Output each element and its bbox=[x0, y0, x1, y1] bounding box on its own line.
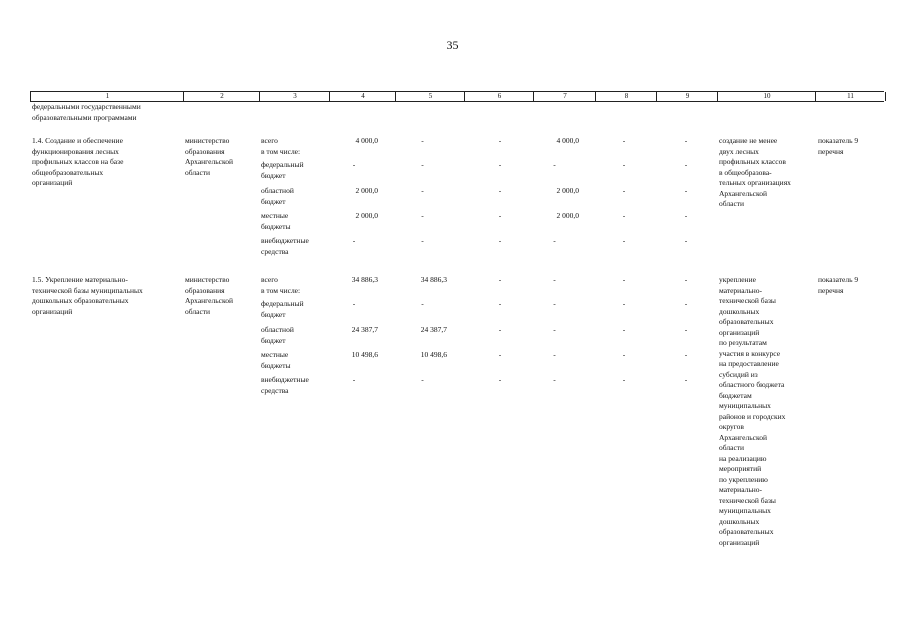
amount-cell-c6: - bbox=[498, 325, 502, 334]
expected-result-line: образовательных bbox=[719, 317, 774, 326]
funding-source-label-line: областной bbox=[261, 186, 294, 195]
amount-cell-c5: 24 387,7 bbox=[420, 325, 447, 334]
funding-source-label-line: бюджет bbox=[261, 335, 286, 345]
activity-title-line: дошкольных образовательных bbox=[32, 296, 129, 305]
activity-title bbox=[32, 136, 182, 189]
continuation-text-line: образовательными программами bbox=[32, 112, 137, 122]
amount-cell-c5: 10 498,6 bbox=[420, 350, 447, 359]
amount-cell-c4: 24 387,7 bbox=[351, 325, 378, 334]
amount-cell-c8: - bbox=[622, 160, 626, 169]
expected-result-line: укрепление bbox=[719, 275, 756, 284]
amount-cell-c9: - bbox=[684, 299, 688, 308]
funding-source-label-line: местные bbox=[261, 211, 289, 220]
header-cell-6: 6 bbox=[464, 92, 534, 101]
indicator-cell-line: перечня bbox=[818, 285, 844, 295]
amount-cell-c4: 2 000,0 bbox=[355, 211, 378, 220]
expected-result-line: материально- bbox=[719, 485, 763, 494]
funding-source-label bbox=[261, 299, 329, 320]
expected-result-line: технической базы bbox=[719, 495, 776, 505]
expected-result-line: округов bbox=[719, 422, 744, 431]
amount-cell-c9: - bbox=[684, 186, 688, 195]
amount-cell-c4: - bbox=[352, 299, 356, 308]
funding-source-label-line: бюджеты bbox=[261, 360, 291, 370]
executor-cell-line: министерство bbox=[185, 136, 230, 145]
expected-result-line: профильных классов bbox=[719, 157, 786, 166]
funding-source-label-line: всего bbox=[261, 136, 278, 145]
amount-cell-c4: 2 000,0 bbox=[355, 186, 378, 195]
expected-result-line: на реализацию bbox=[719, 453, 767, 463]
amount-cell-c5: 34 886,3 bbox=[420, 275, 447, 284]
header-cell-4: 4 bbox=[329, 92, 396, 101]
funding-source-label-line: местные bbox=[261, 350, 289, 359]
executor-cell-line: образования bbox=[185, 285, 225, 295]
executor-cell bbox=[185, 136, 257, 178]
amount-cell-c5: - bbox=[421, 211, 424, 220]
expected-result-line: участия в конкурсе bbox=[719, 348, 781, 358]
amount-cell-c4: - bbox=[352, 375, 356, 384]
amount-cell-c9: - bbox=[684, 160, 688, 169]
amount-cell-c5: - bbox=[421, 160, 424, 169]
header-cell-8: 8 bbox=[595, 92, 657, 101]
funding-source-label bbox=[261, 160, 329, 181]
expected-result-line: районов и городских bbox=[719, 411, 786, 421]
amount-cell-c8: - bbox=[622, 375, 626, 384]
amount-cell-c9: - bbox=[684, 136, 688, 145]
funding-source-label bbox=[261, 211, 329, 232]
activity-title bbox=[32, 275, 182, 317]
amount-cell-c5: - bbox=[421, 299, 424, 308]
indicator-cell-line: показатель 9 bbox=[818, 275, 859, 284]
expected-result bbox=[719, 136, 815, 210]
funding-source-label bbox=[261, 275, 329, 286]
expected-result-line: по укреплению bbox=[719, 474, 768, 484]
funding-source-label-line: бюджет bbox=[261, 170, 286, 180]
header-cell-3: 3 bbox=[259, 92, 330, 101]
funding-source-label bbox=[261, 136, 329, 147]
amount-cell-c9: - bbox=[684, 236, 688, 245]
executor-cell-line: области bbox=[185, 306, 211, 316]
funding-source-label bbox=[261, 286, 329, 297]
amount-cell-c9: - bbox=[684, 375, 688, 384]
amount-cell-c8: - bbox=[622, 211, 626, 220]
amount-cell-c8: - bbox=[622, 136, 626, 145]
funding-source-label-line: бюджет bbox=[261, 196, 286, 206]
amount-cell-c8: - bbox=[622, 186, 626, 195]
funding-source-label-line: в том числе: bbox=[261, 285, 301, 295]
amount-cell-c4: 10 498,6 bbox=[351, 350, 378, 359]
expected-result-line: дошкольных bbox=[719, 516, 760, 526]
funding-source-label-line: в том числе: bbox=[261, 146, 301, 156]
expected-result-line: создание не менее bbox=[719, 136, 778, 145]
funding-source-label-line: федеральный bbox=[261, 299, 304, 308]
amount-cell-c6: - bbox=[498, 236, 502, 245]
amount-cell-c8: - bbox=[622, 299, 626, 308]
expected-result-line: муниципальных bbox=[719, 506, 771, 515]
expected-result-line: организаций bbox=[719, 537, 760, 547]
funding-source-label bbox=[261, 350, 329, 371]
amount-cell-c7: 4 000,0 bbox=[556, 136, 579, 145]
amount-cell-c7: - bbox=[553, 160, 556, 169]
amount-cell-c8: - bbox=[622, 350, 626, 359]
funding-source-label-line: областной bbox=[261, 325, 294, 334]
expected-result-line: мероприятий bbox=[719, 464, 762, 473]
amount-cell-c8: - bbox=[622, 275, 626, 284]
header-cell-10: 10 bbox=[717, 92, 816, 101]
expected-result-line: технической базы bbox=[719, 296, 776, 305]
amount-cell-c7: - bbox=[553, 325, 556, 334]
activity-title-line: организаций bbox=[32, 178, 73, 187]
funding-source-label bbox=[261, 186, 329, 207]
header-cell-9: 9 bbox=[656, 92, 718, 101]
header-cell-2: 2 bbox=[183, 92, 260, 101]
expected-result-line: муниципальных bbox=[719, 401, 771, 410]
header-cell-5: 5 bbox=[395, 92, 465, 101]
activity-title-line: организаций bbox=[32, 306, 73, 316]
amount-cell-c4: 4 000,0 bbox=[355, 136, 378, 145]
funding-source-label-line: всего bbox=[261, 275, 278, 284]
expected-result-line: Архангельской bbox=[719, 188, 767, 198]
indicator-cell bbox=[818, 275, 884, 296]
expected-result-line: области bbox=[719, 199, 745, 208]
amount-cell-c7: 2 000,0 bbox=[556, 211, 579, 220]
executor-cell-line: области bbox=[185, 167, 211, 177]
amount-cell-c5: - bbox=[421, 236, 424, 245]
executor-cell-line: Архангельской bbox=[185, 296, 233, 305]
funding-source-label bbox=[261, 375, 329, 396]
amount-cell-c6: - bbox=[498, 136, 502, 145]
expected-result-line: двух лесных bbox=[719, 146, 759, 156]
funding-source-label-line: внебюджетные bbox=[261, 375, 309, 384]
executor-cell bbox=[185, 275, 257, 317]
amount-cell-c9: - bbox=[684, 275, 688, 284]
amount-cell-c7: - bbox=[553, 350, 556, 359]
amount-cell-c5: - bbox=[421, 136, 424, 145]
executor-cell-line: Архангельской bbox=[185, 157, 233, 166]
amount-cell-c8: - bbox=[622, 325, 626, 334]
activity-title-line: функционирования лесных bbox=[32, 146, 119, 156]
funding-source-label-line: федеральный bbox=[261, 160, 304, 169]
continuation-text bbox=[32, 102, 182, 123]
expected-result-line: на предоставление bbox=[719, 359, 779, 368]
table-header-row bbox=[30, 91, 884, 102]
amount-cell-c9: - bbox=[684, 325, 688, 334]
amount-cell-c6: - bbox=[498, 211, 502, 220]
amount-cell-c9: - bbox=[684, 211, 688, 220]
expected-result-line: бюджетам bbox=[719, 390, 752, 400]
activity-title-line: общеобразовательных bbox=[32, 167, 104, 177]
funding-source-label-line: внебюджетные bbox=[261, 236, 309, 245]
funding-source-label-line: бюджеты bbox=[261, 221, 291, 231]
executor-cell-line: министерство bbox=[185, 275, 230, 284]
amount-cell-c4: - bbox=[352, 160, 356, 169]
amount-cell-c6: - bbox=[498, 350, 502, 359]
expected-result-line: образовательных bbox=[719, 527, 774, 536]
activity-title-line: 1.5. Укрепление материально- bbox=[32, 275, 128, 284]
amount-cell-c5: - bbox=[421, 186, 424, 195]
expected-result-line: дошкольных bbox=[719, 306, 760, 316]
amount-cell-c6: - bbox=[498, 299, 502, 308]
funding-source-label-line: средства bbox=[261, 246, 289, 256]
amount-cell-c6: - bbox=[498, 160, 502, 169]
activity-title-line: профильных классов на базе bbox=[32, 157, 124, 166]
funding-source-label bbox=[261, 236, 329, 257]
funding-source-label bbox=[261, 325, 329, 346]
funding-source-label-line: средства bbox=[261, 385, 289, 395]
amount-cell-c8: - bbox=[622, 236, 626, 245]
page-number: 35 bbox=[446, 38, 459, 52]
amount-cell-c7: - bbox=[553, 299, 556, 308]
expected-result-line: тельных организациях bbox=[719, 178, 791, 187]
amount-cell-c6: - bbox=[498, 186, 502, 195]
header-cell-11: 11 bbox=[815, 92, 886, 101]
expected-result-line: материально- bbox=[719, 285, 763, 295]
amount-cell-c4: 34 886,3 bbox=[351, 275, 378, 284]
funding-source-label-line: бюджет bbox=[261, 309, 286, 319]
amount-cell-c4: - bbox=[352, 236, 356, 245]
expected-result-line: областного бюджета bbox=[719, 380, 785, 389]
indicator-cell bbox=[818, 136, 884, 157]
expected-result-line: субсидий из bbox=[719, 369, 758, 379]
executor-cell-line: образования bbox=[185, 146, 225, 156]
header-cell-7: 7 bbox=[533, 92, 596, 101]
header-cell-1: 1 bbox=[30, 92, 184, 101]
amount-cell-c7: - bbox=[553, 236, 556, 245]
amount-cell-c6: - bbox=[498, 275, 502, 284]
activity-title-line: технической базы муниципальных bbox=[32, 285, 143, 295]
amount-cell-c7: - bbox=[553, 375, 556, 384]
expected-result-line: по результатам bbox=[719, 338, 767, 347]
indicator-cell-line: перечня bbox=[818, 146, 844, 156]
amount-cell-c9: - bbox=[684, 350, 688, 359]
expected-result-line: Архангельской bbox=[719, 432, 767, 442]
indicator-cell-line: показатель 9 bbox=[818, 136, 859, 145]
amount-cell-c7: 2 000,0 bbox=[556, 186, 579, 195]
funding-source-label bbox=[261, 147, 329, 158]
expected-result-line: в общеобразова- bbox=[719, 167, 772, 177]
activity-title-line: 1.4. Создание и обеспечение bbox=[32, 136, 123, 145]
amount-cell-c5: - bbox=[421, 375, 424, 384]
expected-result-line: организаций bbox=[719, 327, 760, 337]
expected-result bbox=[719, 275, 815, 548]
continuation-text-line: федеральными государственными bbox=[32, 102, 141, 111]
expected-result-line: области bbox=[719, 443, 745, 452]
amount-cell-c6: - bbox=[498, 375, 502, 384]
amount-cell-c7: - bbox=[553, 275, 556, 284]
